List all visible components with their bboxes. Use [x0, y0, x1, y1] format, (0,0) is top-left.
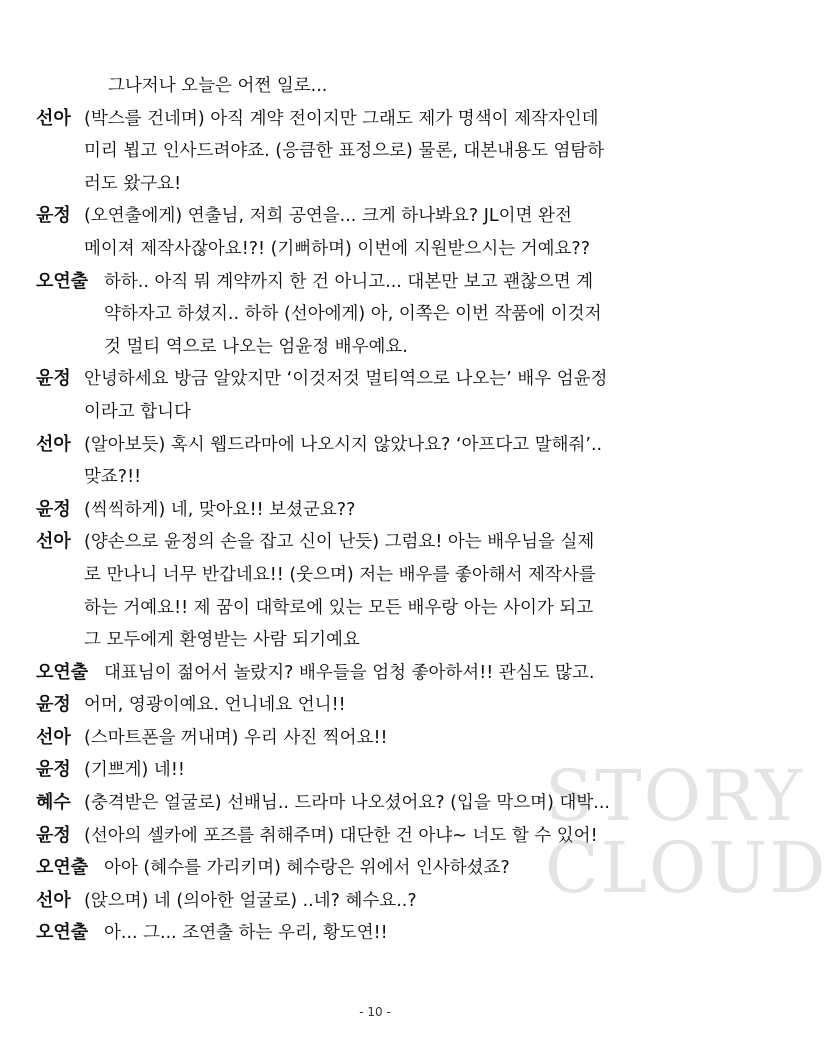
dialogue-text-line: 하는 거예요!! 제 꿈이 대학로에 있는 모든 배우랑 아는 사이가 되고: [84, 597, 594, 618]
speaker-name: 윤정: [36, 498, 71, 520]
speaker-name: 오연출: [36, 857, 89, 879]
dialogue-text-line: (박스를 건네며) 아직 계약 전이지만 그래도 제가 명색이 제작자인데: [84, 108, 599, 129]
dialogue-text-line: 미리 뵙고 인사드려야죠. (응큼한 표정으로) 물론, 대본내용도 염탐하: [84, 141, 605, 162]
dialogue-text-line: (선아의 셀카에 포즈를 취해주며) 대단한 건 아냐~ 너도 할 수 있어!: [84, 825, 598, 846]
dialogue-text: [84, 200, 726, 265]
dialogue-line: [36, 722, 726, 755]
dialogue-text-line: (알아보듯) 혹시 웹드라마에 나오시지 않았나요? ‘아프다고 말해줘’..: [84, 434, 603, 455]
dialogue-text-line: 약하자고 하셨지.. 하하 (선아에게) 아, 이쪽은 이번 작품에 이것저: [104, 304, 602, 325]
dialogue-text: [84, 722, 726, 755]
dialogue-line: [36, 429, 726, 494]
dialogue-line: [36, 917, 726, 950]
dialogue-text-line: 맞죠?!!: [84, 467, 142, 488]
speaker-name: 윤정: [36, 205, 71, 227]
dialogue-text-line: 것 멀티 역으로 나오는 엄윤정 배우예요.: [104, 336, 408, 357]
speaker-name: 선아: [36, 889, 71, 911]
dialogue-text-line: 이라고 합니다: [84, 401, 191, 422]
dialogue-text-line: (스마트폰을 꺼내며) 우리 사진 찍어요!!: [84, 727, 388, 748]
dialogue-text-line: (양손으로 윤정의 손을 잡고 신이 난듯) 그럼요! 아는 배우님을 실제: [84, 532, 595, 553]
dialogue-text: [84, 885, 726, 918]
dialogue-text-line: 아... 그... 조연출 하는 우리, 황도연!!: [104, 923, 388, 944]
dialogue-text: [84, 526, 726, 656]
speaker-name: 오연출: [36, 922, 89, 944]
dialogue-text-line: (충격받은 얼굴로) 선배님.. 드라마 나오셨어요? (입을 막으며) 대박...: [84, 793, 610, 814]
dialogue-text-line: (기쁘게) 네!!: [84, 760, 185, 781]
dialogue-text-line: 러도 왔구요!: [84, 173, 182, 194]
dialogue-text-line: 대표님이 젊어서 놀랐지? 배우들을 엄청 좋아하셔!! 관심도 많고.: [104, 662, 595, 683]
dialogue-line: [36, 754, 726, 787]
dialogue-text: [36, 70, 726, 103]
speaker-name: 선아: [36, 531, 71, 553]
speaker-name: 윤정: [36, 368, 71, 390]
dialogue-text: [84, 494, 726, 527]
dialogue-text-line: (앉으며) 네 (의아한 얼굴로) ..네? 혜수요..?: [84, 890, 417, 911]
dialogue-text: [84, 689, 726, 722]
dialogue-line: [36, 70, 726, 103]
dialogue-text-line: 로 만나니 너무 반갑네요!! (웃으며) 저는 배우를 좋아해서 제작사를: [84, 564, 596, 585]
speaker-name: 오연출: [36, 270, 89, 292]
dialogue-text-line: 하하.. 아직 뭐 계약까지 한 건 아니고... 대본만 보고 괜찮으면 계: [104, 271, 594, 292]
dialogue-text: [84, 363, 726, 428]
dialogue-line: [36, 363, 726, 428]
dialogue-line: [36, 820, 726, 853]
dialogue-line: [36, 266, 726, 364]
speaker-name: 선아: [36, 107, 71, 129]
dialogue-text: [104, 917, 726, 950]
speaker-name: 선아: [36, 726, 71, 748]
dialogue-text: [84, 103, 726, 201]
dialogue-text: [104, 852, 726, 885]
dialogue-text: [84, 787, 726, 820]
dialogue-text-line: 메이져 제작사잖아요!?! (기뻐하며) 이번에 지원받으시는 거예요??: [84, 238, 590, 259]
script-body: [36, 70, 726, 950]
dialogue-text-line: 어머, 영광이예요. 언니네요 언니!!: [84, 695, 346, 716]
dialogue-line: [36, 526, 726, 656]
dialogue-text-line: 그 모두에게 환영받는 사람 되기예요: [84, 630, 360, 651]
dialogue-text-line: 그나저나 오늘은 어쩐 일로...: [108, 76, 328, 96]
speaker-name: 선아: [36, 433, 71, 455]
speaker-name: 오연출: [36, 661, 89, 683]
dialogue-text: [84, 820, 726, 853]
dialogue-line: [36, 200, 726, 265]
dialogue-line: [36, 657, 726, 690]
dialogue-line: [36, 852, 726, 885]
page-number: - 10 -: [359, 1005, 391, 1019]
watermark-line-1: STORY: [545, 755, 804, 837]
dialogue-text-line: 안녕하세요 방금 알았지만 ‘이것저것 멀티역으로 나오는’ 배우 엄윤정: [84, 369, 608, 390]
dialogue-line: [36, 103, 726, 201]
dialogue-line: [36, 689, 726, 722]
dialogue-text-line: (씩씩하게) 네, 맞아요!! 보셨군요??: [84, 499, 356, 520]
dialogue-line: [36, 494, 726, 527]
speaker-name: 윤정: [36, 759, 71, 781]
speaker-name: 윤정: [36, 694, 71, 716]
dialogue-text: [84, 754, 726, 787]
dialogue-text: [104, 657, 726, 690]
dialogue-text-line: (오연출에게) 연출님, 저희 공연을... 크게 하나봐요? JL이면 완전: [84, 206, 572, 227]
watermark-line-2: CLOUD: [545, 827, 828, 909]
dialogue-text: [104, 266, 726, 364]
dialogue-line: [36, 787, 726, 820]
speaker-name: 혜수: [36, 792, 71, 814]
dialogue-text: [84, 429, 726, 494]
speaker-name: 윤정: [36, 824, 71, 846]
dialogue-text-line: 아아 (혜수를 가리키며) 혜수랑은 위에서 인사하셨죠?: [104, 858, 510, 879]
dialogue-line: [36, 885, 726, 918]
